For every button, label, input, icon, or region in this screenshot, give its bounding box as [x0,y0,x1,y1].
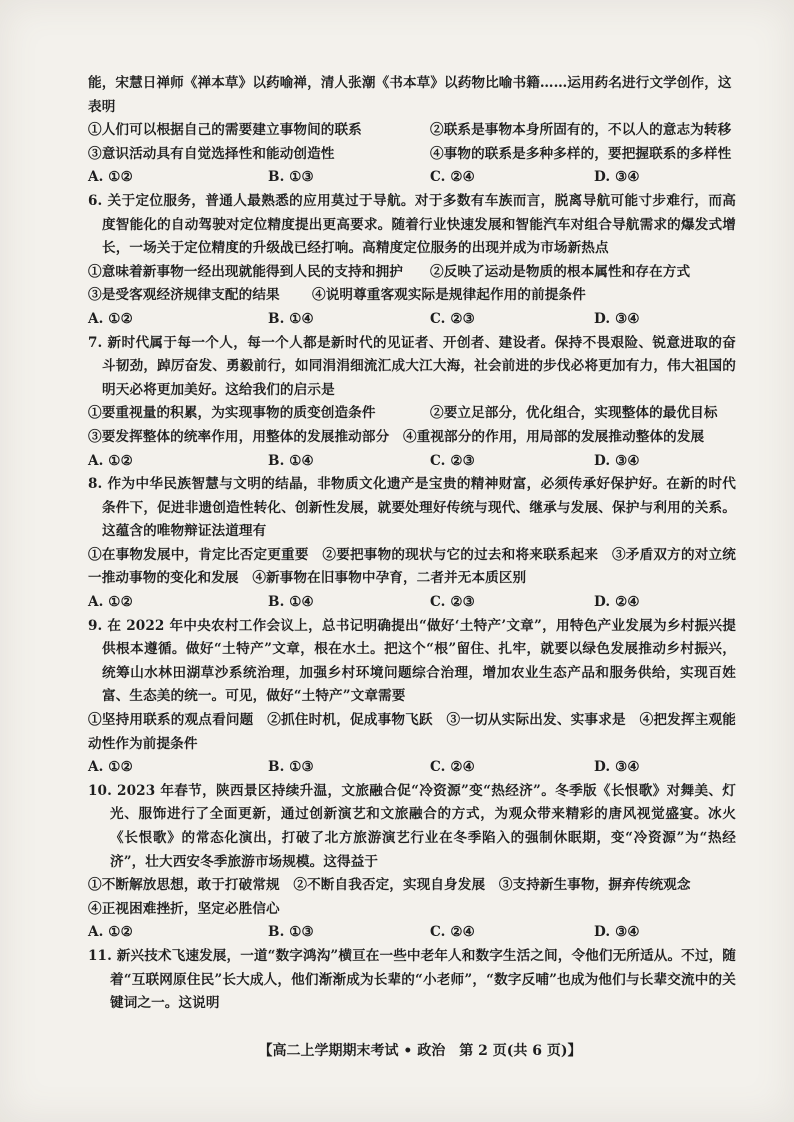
q5-statement-2: ②联系是事物本身所固有的，不以人的意志为转移 [430,122,732,139]
q9-option-a[interactable]: A. ①② [88,759,133,776]
q8-option-d[interactable]: D. ②④ [594,594,640,611]
q7-option-b[interactable]: B. ①④ [268,452,314,469]
q8-option-a[interactable]: A. ①② [88,594,133,611]
q6-options [88,308,736,332]
q6-option-b[interactable]: B. ①④ [268,310,314,327]
q9-options [88,756,736,780]
q10-statement-1: ①不断解放思想，敢于打破常规 [88,877,280,894]
question-10 [88,780,736,945]
q7-statement-row-2 [88,426,736,450]
q5-stem-line: 能，宋慧日禅师《禅本草》以药喻禅，清人张潮《书本草》以药物比喻书籍……运用药名进行文学创作，这 [88,75,732,91]
q7-statement-2: ②要立足部分，优化组合，实现整体的最优目标 [430,405,718,422]
q10-option-a[interactable]: A. ①② [88,924,133,941]
q5-option-c[interactable]: C. ②④ [430,169,475,186]
q9-option-b[interactable]: B. ①③ [268,759,314,776]
q5-statement-3: ③意识活动具有自觉选择性和能动创造性 [88,145,335,162]
question-7 [88,332,736,474]
q7-option-d[interactable]: D. ③④ [594,452,640,469]
q9-option-d[interactable]: D. ③④ [594,759,640,776]
q8-option-b[interactable]: B. ①④ [268,594,314,611]
q8-statements [88,544,736,591]
q8-statement-3: ③矛盾双方的对立统一推动事物的变化和发展 [88,546,737,587]
q10-option-b[interactable]: B. ①③ [268,924,314,941]
q11-stem: 11. 新兴技术飞速发展，一道“数字鸿沟”横亘在一些中老年人和数字生活之间，令他们无所适从。不过，随着“互联网原住民”长大成人，他们渐渐成为长辈的“小老师”，“数字反哺”也成为他们与长辈交流中的关键词之一。这说明 [88,947,736,1012]
q6-option-d[interactable]: D. ③④ [594,310,640,327]
exam-content [88,72,736,1016]
q9-option-c[interactable]: C. ②④ [430,759,475,776]
q7-statement-1: ①要重视量的积累，为实现事物的质变创造条件 [88,405,376,422]
q10-option-d[interactable]: D. ③④ [594,924,640,941]
q6-statement-3: ③是受客观经济规律支配的结果 [88,287,280,304]
q5-option-a[interactable]: A. ①② [88,169,133,186]
q8-options [88,591,736,615]
q8-statement-4: ④新事物在旧事物中孕育，二者并无本质区别 [252,570,527,587]
q9-statement-2: ②抓住时机，促成事物飞跃 [267,712,433,729]
question-11 [88,945,736,1016]
page-footer: 【高二上学期期末考试 • 政治 第 2 页(共 6 页)】 [258,1043,582,1059]
q8-stem: 8. 作为中华民族智慧与文明的结晶，非物质文化遗产是宝贵的精神财富，必须传承好保护好。在新的时代条件下，促进非遗创造性转化、创新性发展，就要处理好传统与现代、继承与发展、保护与利用的关系。这蕴含的唯物辩证法道理有 [88,476,736,540]
question-8 [88,473,736,615]
q7-statement-4: ④重视部分的作用，用局部的发展推动整体的发展 [402,428,705,445]
q5-option-b[interactable]: B. ①③ [268,169,314,186]
q5-statement-row-1 [88,119,736,143]
q6-option-c[interactable]: C. ②③ [430,310,475,327]
q6-statement-4: ④说明尊重客观实际是规律起作用的前提条件 [312,287,586,304]
q9-stem: 9. 在 2022 年中央农村工作会议上，总书记明确提出“做好‘土特产’文章”，用特色产业发展为乡村振兴提供根本遵循。做好“土特产”文章，根在水土。把这个“根”留住、扎牢，就要以绿色发展推动乡村振兴，统筹山水林田湖草沙系统治理，加强乡村环境问题综合治理，增加农业生态产品和服务供给，实现百姓富、生态美的统一。可见，做好“土特产”文章需要 [88,617,736,705]
question-5-continuation [88,72,736,190]
q5-statement-4: ④事物的联系是多种多样的，要把握联系的多样性 [430,145,732,162]
q10-option-c[interactable]: C. ②④ [430,924,475,941]
question-6 [88,190,736,332]
q9-statement-3: ③一切从实际出发、实事求是 [446,712,626,729]
q5-statement-row-2 [88,143,736,167]
q8-option-c[interactable]: C. ②③ [430,594,475,611]
q7-stem: 7. 新时代属于每一个人，每一个人都是新时代的见证者、开创者、建设者。保持不畏艰险、锐意进取的奋斗韧劲，踔厉奋发、勇毅前行，如同涓涓细流汇成大江大海，社会前进的步伐必将更加有力，伟大祖国的明天必将更加美好。这给我们的启示是 [88,334,736,398]
q6-statement-1: ①意味着新事物一经出现就能得到人民的支持和拥护 [88,263,403,280]
q9-statement-4: ④把发挥主观能动性作为前提条件 [88,712,737,752]
q10-statement-4: ④正视困难挫折，坚定必胜信心 [88,900,280,917]
q10-statement-row-2 [88,898,736,922]
q10-statement-3: ③支持新生事物，摒弃传统观念 [498,877,691,894]
q9-statement-1: ①坚持用联系的观点看问题 [88,712,254,729]
q10-options [88,921,736,945]
q6-stem: 6. 关于定位服务，普通人最熟悉的应用莫过于导航。对于多数有车族而言，脱离导航可能寸步难行，而高度智能化的自动驾驶对定位精度提出更高要求。随着行业快速发展和智能汽车对组合导航需求的爆发式增长，一场关于定位精度的升级战已经打响。高精度定位服务的出现并成为市场新热点 [88,192,736,257]
q7-options [88,450,736,474]
q5-stem-end: 表明 [88,98,116,115]
q10-statement-2: ②不断自我否定，实现自身发展 [293,877,486,894]
q6-statement-row-1 [88,261,736,285]
q5-statement-1: ①人们可以根据自己的需要建立事物间的联系 [88,122,362,139]
q10-statements [88,874,736,898]
q9-statements [88,709,736,756]
question-9 [88,615,736,780]
q8-statement-1: ①在事物发展中，肯定比否定更重要 [88,546,309,563]
q5-options [88,166,736,190]
q6-option-a[interactable]: A. ①② [88,310,133,327]
q10-stem: 10. 2023 年春节，陕西景区持续升温，文旅融合促“冷资源”变“热经济”。冬季版《长恨歌》对舞美、灯光、服饰进行了全面更新，通过创新演艺和文旅融合的方式，为观众带来精彩的唐风视觉盛宴。冰火《长恨歌》的常态化演出，打破了北方旅游演艺行业在冬季陷入的强制休眠期，变“冷资源”为“热经济”，壮大西安冬季旅游市场规模。这得益于 [88,782,736,870]
q6-statement-2: ②反映了运动是物质的根本属性和存在方式 [430,263,691,280]
q8-statement-2: ②要把事物的现状与它的过去和将来联系起来 [322,546,599,563]
q7-option-c[interactable]: C. ②③ [430,452,475,469]
q7-statement-3: ③要发挥整体的统率作用，用整体的发展推动部分 [88,428,390,445]
q7-option-a[interactable]: A. ①② [88,452,133,469]
q5-option-d[interactable]: D. ③④ [594,169,640,186]
q6-statement-row-2 [88,284,736,308]
q7-statement-row-1 [88,402,736,426]
